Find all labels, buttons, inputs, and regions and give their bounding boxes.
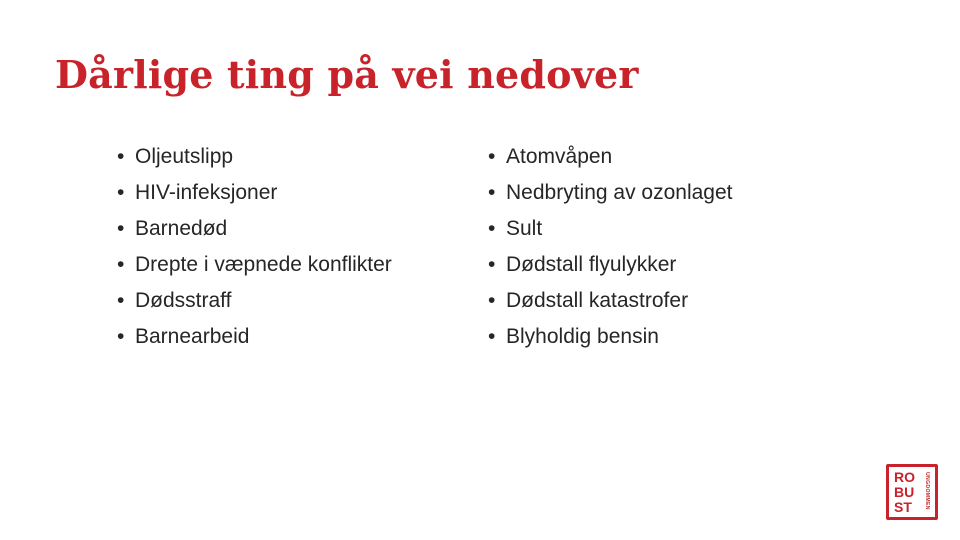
list-item (115, 145, 445, 169)
list-item (486, 289, 906, 313)
bullet-icon: • (117, 217, 125, 240)
list-item (486, 181, 906, 205)
bullet-icon: • (117, 145, 125, 168)
bullet-icon: • (488, 325, 496, 348)
list-item (115, 289, 445, 313)
bullet-icon: • (117, 181, 125, 204)
logo-line-2: BU (894, 484, 915, 500)
list-item-text: Oljeutslipp (135, 145, 234, 168)
list-item-text: HIV-infeksjoner (135, 181, 278, 204)
bullet-icon: • (488, 181, 496, 204)
bullet-icon: • (117, 253, 125, 276)
slide-title: Dårlige ting på vei nedover (55, 52, 639, 97)
list-item (486, 145, 906, 169)
bullet-icon: • (488, 145, 496, 168)
list-item-text: Nedbryting av ozonlaget (506, 181, 733, 204)
list-item-text: Barnearbeid (135, 325, 250, 348)
bullet-icon: • (488, 217, 496, 240)
list-item-text: Dødstall katastrofer (506, 289, 689, 312)
list-item (115, 253, 445, 277)
list-item (486, 253, 906, 277)
list-item-text: Blyholdig bensin (506, 325, 659, 348)
bullet-icon: • (488, 253, 496, 276)
list-item-text: Sult (506, 217, 543, 240)
logo-side-text: UNGDOMMEN (924, 472, 930, 510)
list-item-text: Barnedød (135, 217, 228, 240)
list-item-text: Atomvåpen (506, 145, 613, 168)
list-item (115, 325, 445, 349)
logo-mark (889, 467, 935, 517)
left-bullet-list (115, 145, 445, 361)
list-item-text: Dødsstraff (135, 289, 232, 312)
bullet-icon: • (488, 289, 496, 312)
right-bullet-list (486, 145, 906, 361)
list-item-text: Dødstall flyulykker (506, 253, 677, 276)
list-item (115, 181, 445, 205)
list-item (486, 217, 906, 241)
list-item (115, 217, 445, 241)
bullet-icon: • (117, 325, 125, 348)
list-item (486, 325, 906, 349)
logo-line-3: ST (894, 499, 912, 515)
list-item-text: Drepte i væpnede konflikter (135, 253, 392, 276)
robust-logo (886, 464, 938, 520)
logo-line-1: RO (894, 469, 915, 485)
bullet-icon: • (117, 289, 125, 312)
